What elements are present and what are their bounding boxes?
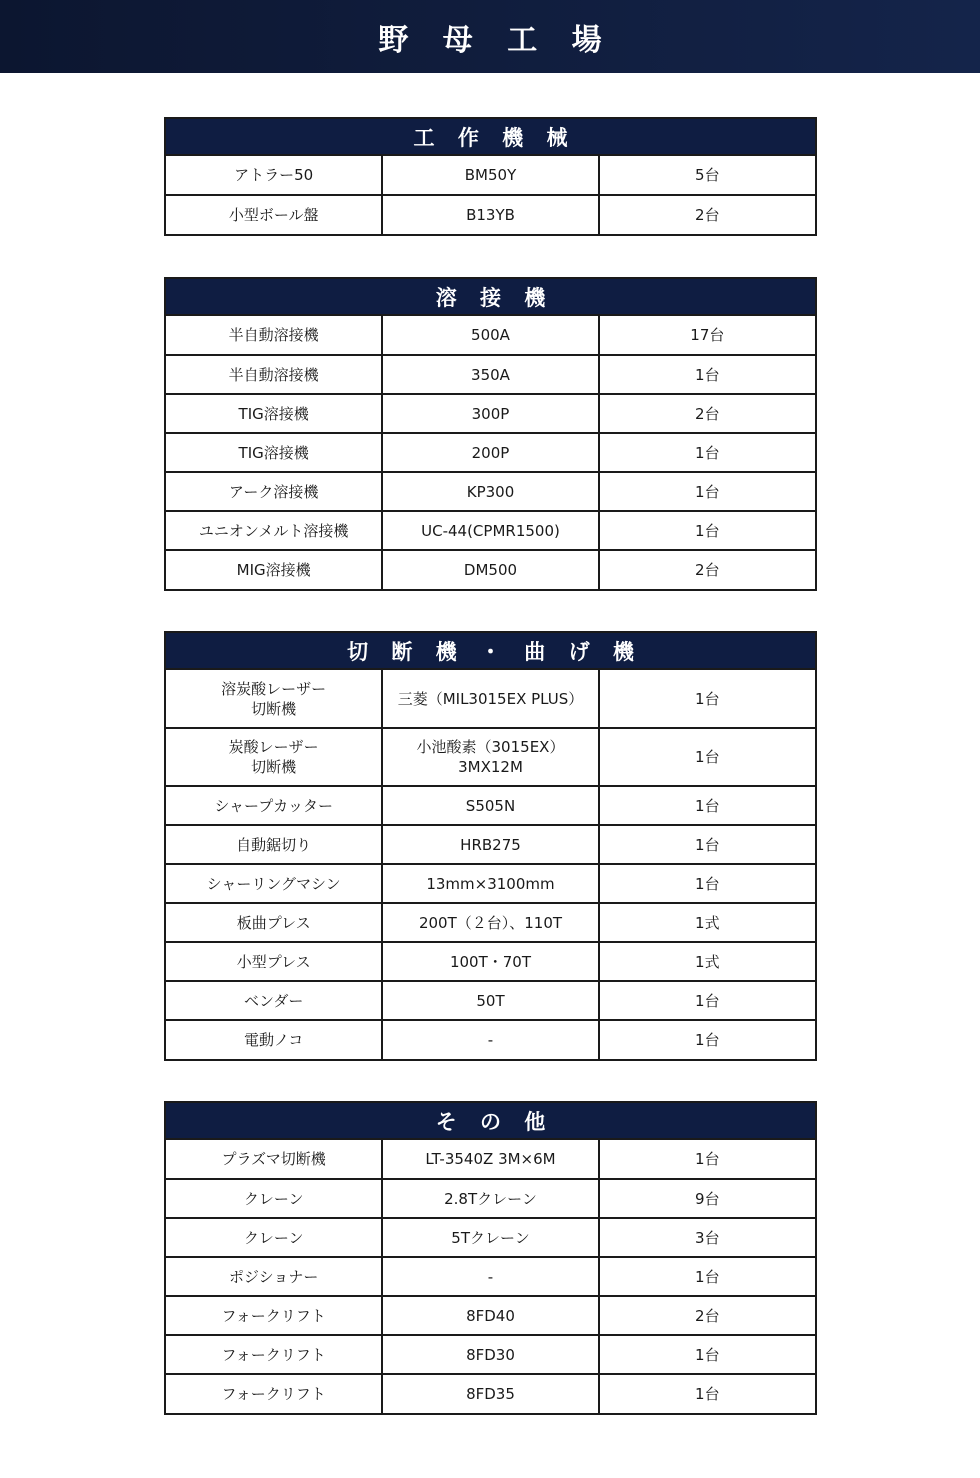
equipment-name: ポジショナー (166, 1257, 382, 1296)
equipment-model: DM500 (382, 550, 598, 589)
equipment-name: アトラー50 (234, 166, 314, 184)
table-row (166, 903, 815, 942)
equipment-count: 1台 (599, 786, 815, 825)
table-row (166, 825, 815, 864)
table-row (166, 511, 815, 550)
equipment-name: 半自動溶接機 (166, 355, 382, 394)
table-row (166, 1218, 815, 1257)
table-row (166, 1020, 815, 1059)
table-row (166, 1374, 815, 1413)
equipment-name: フォークリフト (166, 1374, 382, 1413)
equipment-count: 1台 (599, 1257, 815, 1296)
equipment-table (166, 156, 815, 234)
equipment-model: 8FD30 (382, 1335, 598, 1374)
equipment-model: 100T・70T (382, 942, 598, 981)
table-row (166, 728, 815, 786)
table-row (166, 1296, 815, 1335)
section-others (164, 1101, 817, 1415)
equipment-count: 1台 (599, 355, 815, 394)
table-row (166, 195, 815, 234)
equipment-count: 17台 (599, 316, 815, 355)
table-row (166, 1140, 815, 1179)
table-row (166, 786, 815, 825)
equipment-model: UC-44(CPMR1500) (382, 511, 598, 550)
table-row (166, 942, 815, 981)
section-title: 切 断 機 ・ 曲 げ 機 (166, 633, 815, 670)
equipment-table (166, 316, 815, 589)
table-row (166, 433, 815, 472)
equipment-name: クレーン (166, 1179, 382, 1218)
equipment-count: 1台 (599, 1020, 815, 1059)
equipment-count: 1台 (599, 981, 815, 1020)
equipment-name: プラズマ切断機 (221, 1150, 326, 1168)
table-row (166, 981, 815, 1020)
equipment-count: 1台 (599, 825, 815, 864)
equipment-count: 2台 (599, 550, 815, 589)
table-row (166, 670, 815, 728)
section-cutting-bending (164, 631, 817, 1061)
section-title: 溶 接 機 (166, 279, 815, 316)
equipment-model: LT-3540Z 3M×6M (382, 1140, 598, 1179)
equipment-count: 9台 (599, 1179, 815, 1218)
equipment-name: 溶炭酸レーザー 切断機 (221, 679, 327, 718)
equipment-model: S505N (382, 786, 598, 825)
equipment-count: 1台 (599, 511, 815, 550)
section-title: そ の 他 (166, 1103, 815, 1140)
table-row (166, 550, 815, 589)
equipment-count: 3台 (599, 1218, 815, 1257)
equipment-count: 1台 (599, 433, 815, 472)
equipment-model: BM50Y (382, 156, 598, 195)
table-row (166, 355, 815, 394)
equipment-count: 2台 (599, 394, 815, 433)
equipment-name: シャーリングマシン (166, 864, 382, 903)
equipment-model: 300P (382, 394, 598, 433)
equipment-name: 小型ボール盤 (166, 195, 382, 234)
equipment-name: ユニオンメルト溶接機 (166, 511, 382, 550)
section-machine-tools (164, 117, 817, 236)
equipment-model: 500A (382, 316, 598, 355)
equipment-model: 8FD35 (382, 1374, 598, 1413)
equipment-name: アーク溶接機 (166, 472, 382, 511)
equipment-model: 三菱（MIL3015EX PLUS） (382, 670, 598, 728)
equipment-model: 2.8Tクレーン (382, 1179, 598, 1218)
equipment-model: 50T (382, 981, 598, 1020)
equipment-model: 200T（２台）、110T (382, 903, 598, 942)
section-welding-machines (164, 277, 817, 591)
equipment-name: 半自動溶接機 (228, 326, 319, 344)
equipment-table (166, 1140, 815, 1413)
equipment-name: フォークリフト (166, 1296, 382, 1335)
equipment-name: ベンダー (166, 981, 382, 1020)
table-row (166, 1335, 815, 1374)
section-title: 工 作 機 械 (166, 119, 815, 156)
equipment-name: クレーン (166, 1218, 382, 1257)
table-row (166, 864, 815, 903)
table-row (166, 472, 815, 511)
equipment-count: 1台 (599, 472, 815, 511)
table-row (166, 1179, 815, 1218)
equipment-model: - (382, 1020, 598, 1059)
equipment-name: 自動鋸切り (166, 825, 382, 864)
equipment-model: - (382, 1257, 598, 1296)
equipment-model: HRB275 (382, 825, 598, 864)
equipment-model: 13mm×3100mm (382, 864, 598, 903)
equipment-model: 350A (382, 355, 598, 394)
equipment-name: シャープカッター (166, 786, 382, 825)
equipment-name: TIG溶接機 (166, 433, 382, 472)
equipment-count: 1台 (599, 1140, 815, 1179)
equipment-name: 板曲プレス (166, 903, 382, 942)
equipment-count: 1台 (599, 1335, 815, 1374)
page-title: 野 母 工 場 (378, 22, 614, 58)
equipment-model: 5Tクレーン (382, 1218, 598, 1257)
equipment-count: 1台 (599, 1374, 815, 1413)
table-row (166, 394, 815, 433)
equipment-model: KP300 (382, 472, 598, 511)
equipment-model: 200P (382, 433, 598, 472)
equipment-name: フォークリフト (166, 1335, 382, 1374)
equipment-count: 1台 (599, 864, 815, 903)
page-header (0, 0, 980, 73)
equipment-name: 小型プレス (166, 942, 382, 981)
equipment-name: TIG溶接機 (166, 394, 382, 433)
equipment-count: 5台 (599, 156, 815, 195)
equipment-table (166, 670, 815, 1059)
table-row (166, 316, 815, 355)
equipment-name: MIG溶接機 (166, 550, 382, 589)
equipment-count: 1式 (599, 942, 815, 981)
equipment-model: 小池酸素（3015EX） 3MX12M (382, 728, 598, 786)
equipment-count: 2台 (599, 1296, 815, 1335)
table-row (166, 156, 815, 195)
equipment-model: B13YB (382, 195, 598, 234)
equipment-count: 1台 (599, 670, 815, 728)
equipment-count: 2台 (599, 195, 815, 234)
equipment-count: 1式 (599, 903, 815, 942)
equipment-name: 炭酸レーザー 切断機 (166, 728, 382, 786)
equipment-count: 1台 (599, 728, 815, 786)
equipment-name: 電動ノコ (166, 1020, 382, 1059)
equipment-model: 8FD40 (382, 1296, 598, 1335)
table-row (166, 1257, 815, 1296)
